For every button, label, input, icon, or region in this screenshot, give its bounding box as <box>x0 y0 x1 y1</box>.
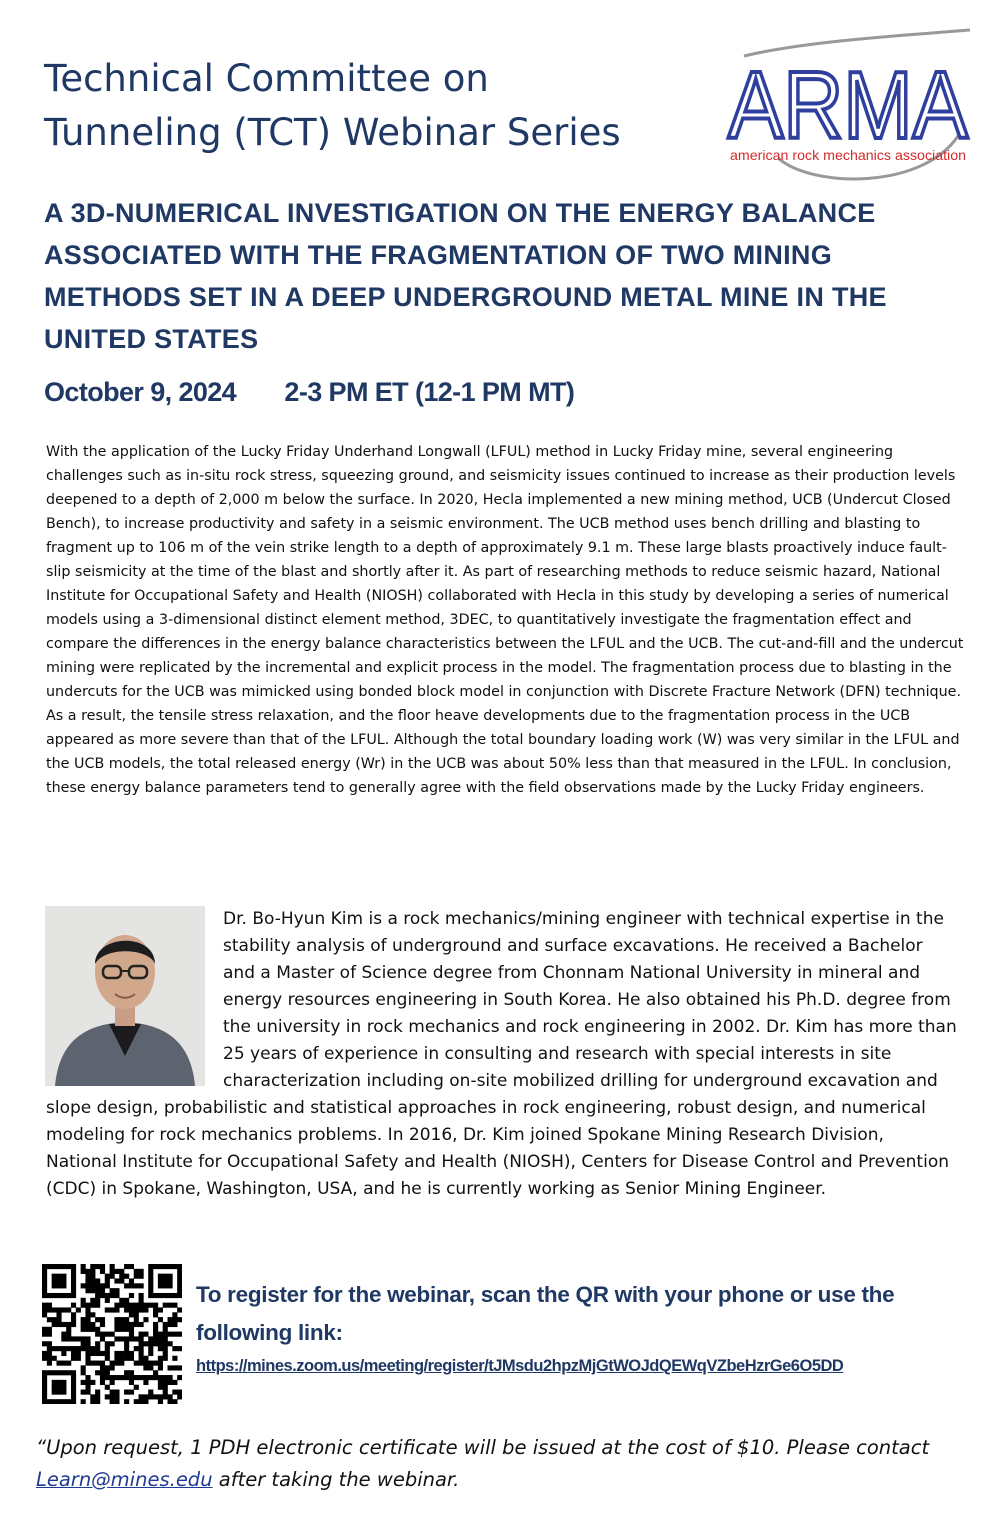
contact-email-link[interactable]: Learn@mines.edu <box>36 1468 213 1491</box>
series-title-line-2: Tunneling (TCT) Webinar Series <box>44 111 621 154</box>
logo-org-name: american rock mechanics association <box>730 147 966 163</box>
abstract-text: With the application of the Lucky Friday Underhand Longwall (LFUL) method in Lucky Friday mine, several engineering challenges such as in-situ rock stress, squeezing ground, and seismicity issues continued to increase as their production levels deepened to a depth of 2,000 m below the surface. In 2020, Hecla implemented a new mining method, UCB (Undercut Closed Bench), to increase productivity and safety in a seismic environment. The UCB method uses bench drilling and blasting to fragment up to 106 m of the vein strike length to a depth of approximately 9.1 m. These large blasts proactively induce fault-slip seismicity at the time of the blast and shortly after it. As part of researching methods to reduce seismic hazard, National Institute for Occupational Safety and Health (NIOSH) collaborated with Hecla in this study by developing a series of numerical models using a 3-dimensional distinct element method, 3DEC, to quantitatively investigate the fragmentation effect and compare the differences in the energy balance characteristics between the LFUL and the UCB. The cut-and-fill and the undercut mining were replicated by the incremental and explicit process in the model. The fragmentation process due to blasting in the undercuts for the UCB was mimicked using bonded block model in conjunction with Discrete Fracture Network (DFN) technique. As a result, the tensile stress relaxation, and the floor heave developments due to the fragmentation process in the UCB appeared as more severe than that of the LFUL. Although the total boundary loading work (W) was very similar in the LFUL and the UCB models, the total released energy (Wr) in the UCB was about 50% less than that measured in the LFUL. In conclusion, these energy balance parameters tend to generally agree with the field observations made by the Lucky Friday engineers. <box>46 444 964 796</box>
speaker-photo <box>45 906 205 1086</box>
event-date: October 9, 2024 <box>44 377 237 407</box>
series-title <box>44 52 724 160</box>
note-text-after: after taking the webinar. <box>212 1468 460 1491</box>
note-text-before: “Upon request, 1 PDH electronic certificate will be issued at the cost of $10. Please contact <box>36 1436 930 1459</box>
arma-logo <box>722 18 974 190</box>
series-title-line-1: Technical Committee on <box>44 57 489 100</box>
event-time: 2-3 PM ET (12-1 PM MT) <box>284 377 575 407</box>
speaker-bio-section <box>46 906 958 1203</box>
date-time-row <box>44 372 944 412</box>
logo-letters: ARMA <box>728 52 968 159</box>
registration-qr-code[interactable] <box>42 1264 182 1404</box>
speaker-bio-text: Dr. Bo-Hyun Kim is a rock mechanics/mining engineer with technical expertise in the stability analysis of underground and surface excavations. He received a Bachelor and a Master of Science degree from Chonnam National University in mineral and energy resources engineering in South Korea. He also obtained his Ph.D. degree from the university in rock mechanics and rock engineering in 2002. Dr. Kim has more than 25 years of experience in consulting and research with special interests in site characterization including on-site mobilized drilling for underground excavation and slope design, probabilistic and statistical approaches in rock engineering, robust design, and numerical modeling for rock mechanics problems. In 2016, Dr. Kim joined Spokane Mining Research Division, National Institute for Occupational Safety and Health (NIOSH), Centers for Disease Control and Prevention (CDC) in Spokane, Washington, USA, and he is currently working as Senior Mining Engineer. <box>46 909 957 1199</box>
certificate-note <box>36 1432 966 1496</box>
registration-instructions: To register for the webinar, scan the QR with your phone or use the following link: <box>196 1282 895 1345</box>
registration-link[interactable]: https://mines.zoom.us/meeting/register/tJMsdu2hpzMjGtWOJdQEWqVZbeHzrGe6O5DD <box>196 1357 844 1375</box>
talk-title: A 3D-NUMERICAL INVESTIGATION ON THE ENERGY BALANCE ASSOCIATED WITH THE FRAGMENTATION OF TWO MINING METHODS SET IN A DEEP UNDERGROUND METAL MINE IN THE UNITED STATES <box>44 198 887 354</box>
